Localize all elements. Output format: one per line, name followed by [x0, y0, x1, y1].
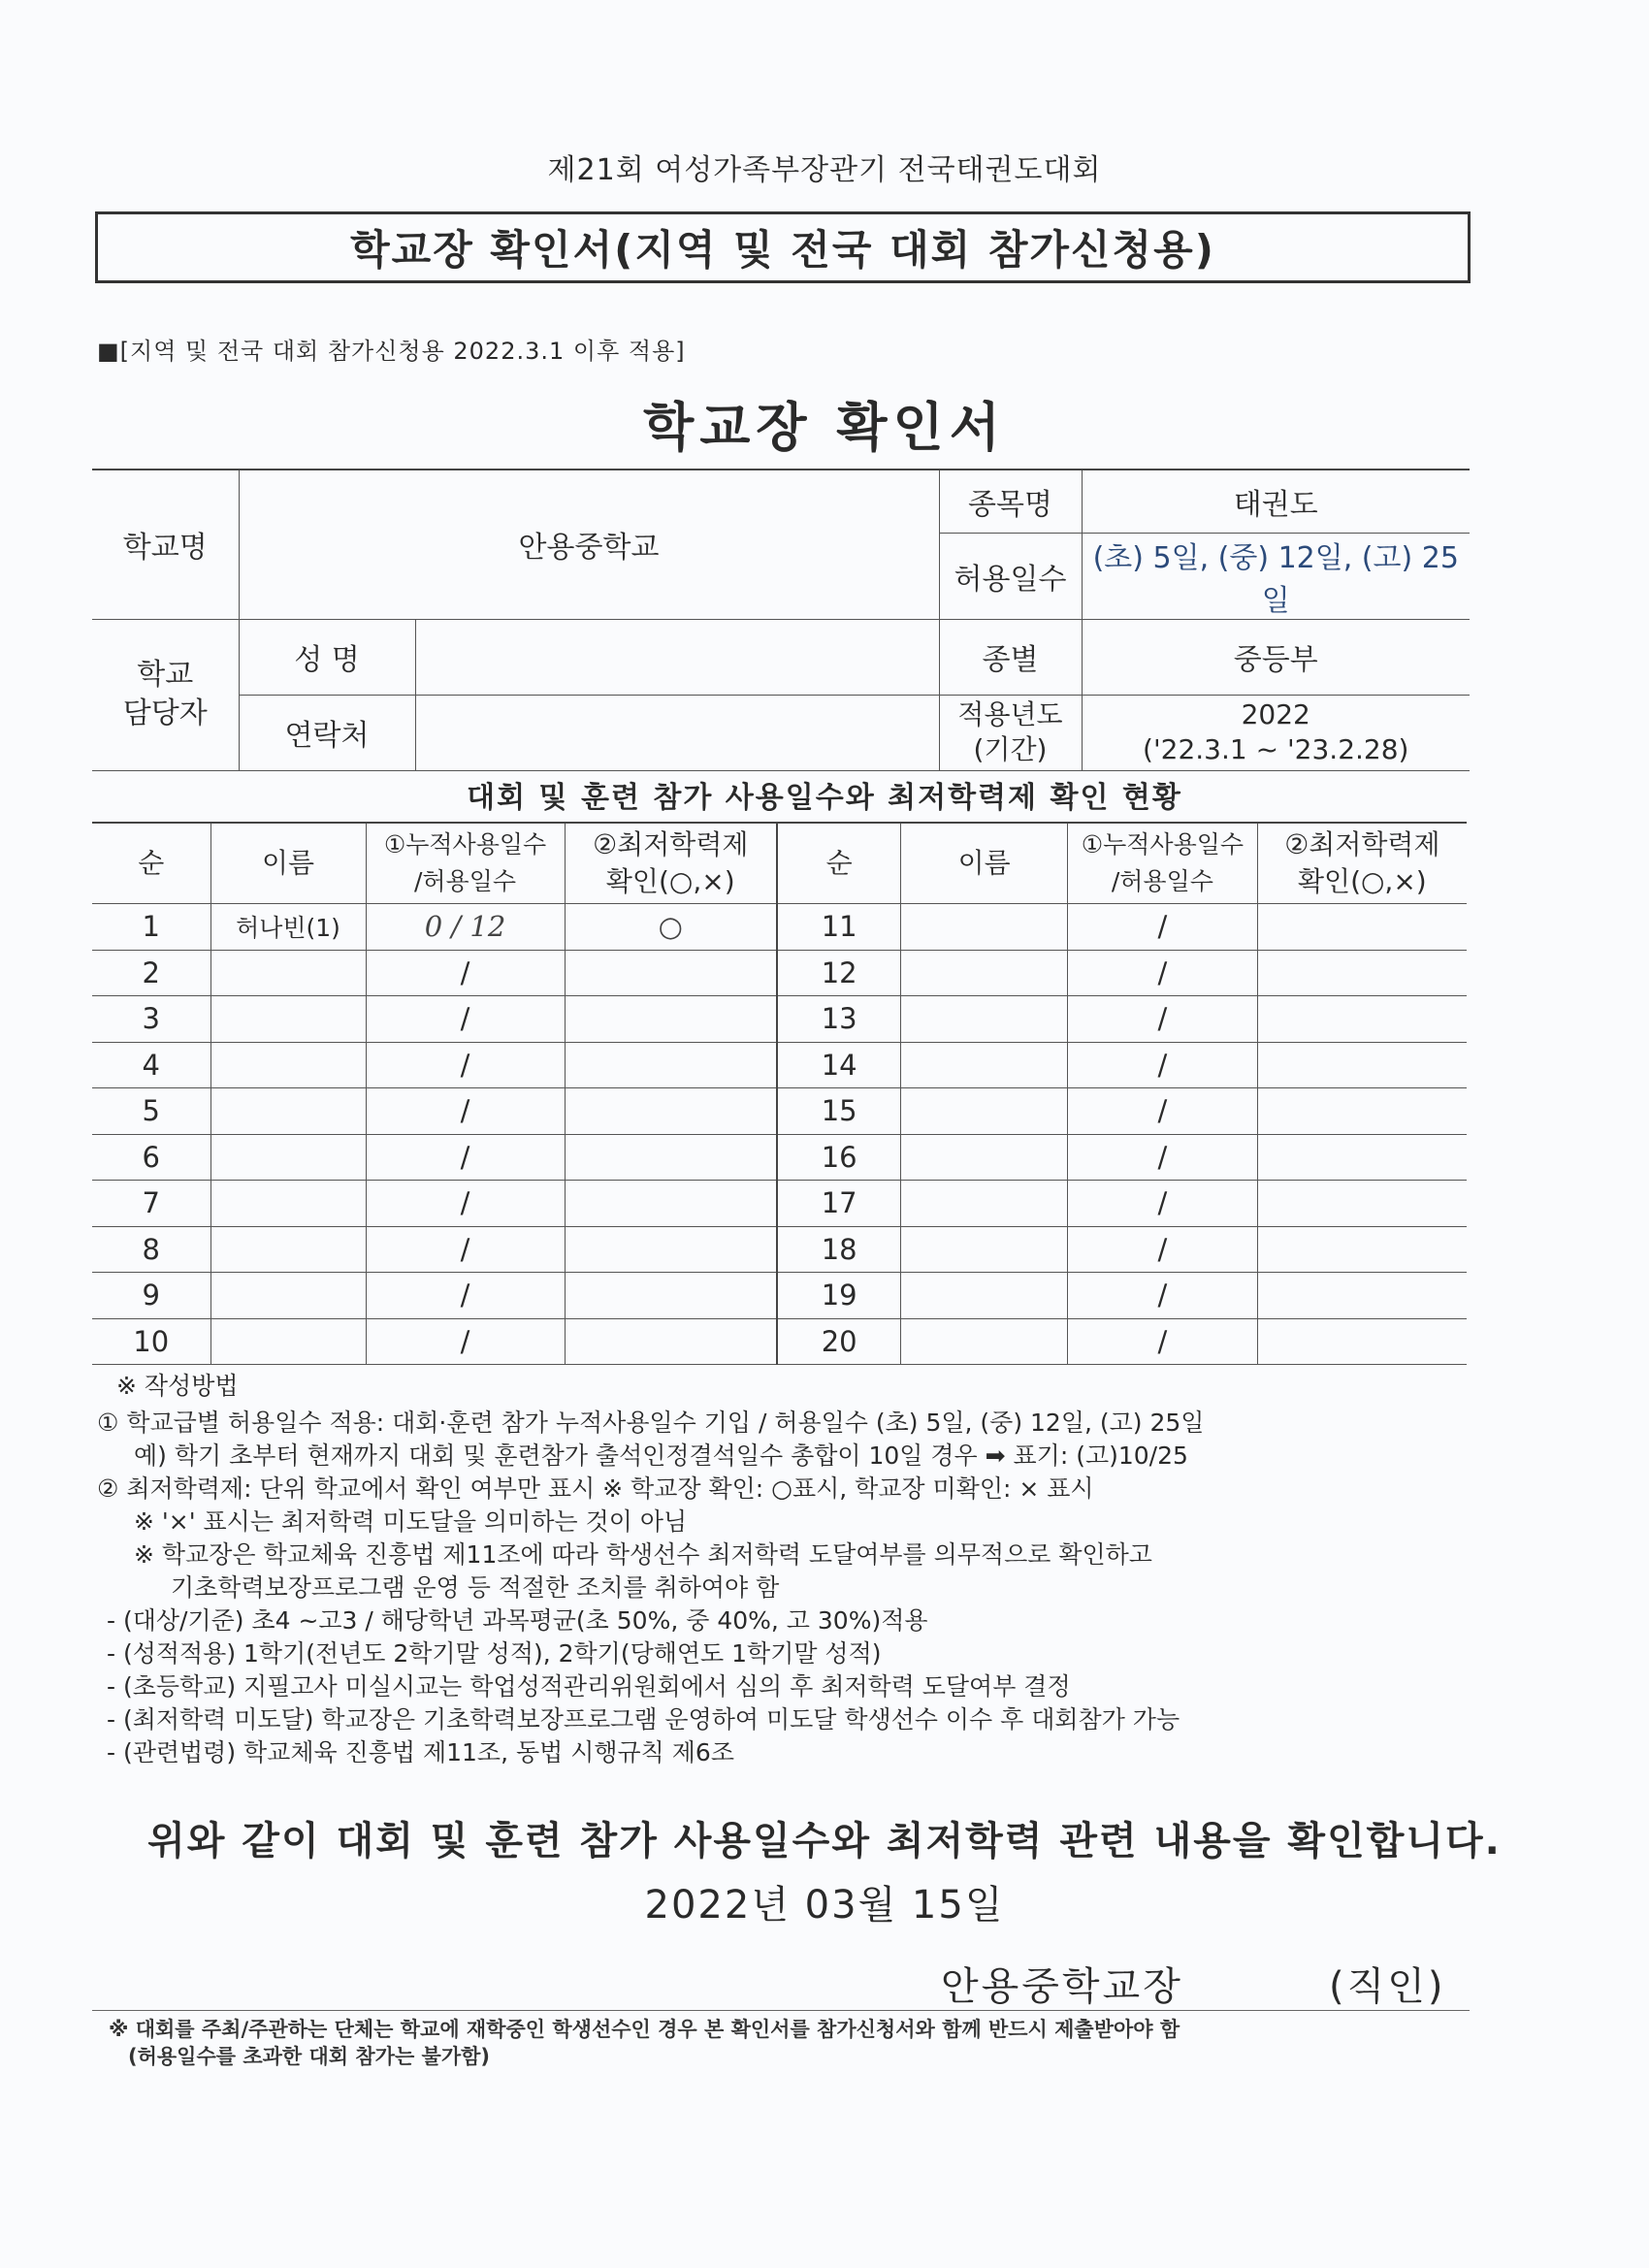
form-box-title: 학교장 확인서(지역 및 전국 대회 참가신청용) [95, 211, 1471, 283]
note-line: ※ '×' 표시는 최저학력 미도달을 의미하는 것이 아님 [134, 1507, 688, 1536]
check-cell[interactable] [565, 1181, 776, 1227]
days-cell[interactable]: / [1068, 1181, 1258, 1227]
competition-title: 제21회 여성가족부장관기 전국태권도대회 [547, 153, 1102, 187]
student-name[interactable] [901, 1318, 1068, 1365]
table-row [777, 904, 1467, 951]
check-cell[interactable] [565, 1273, 776, 1319]
official-seal-label: (직인) [1329, 1964, 1446, 2009]
table-row [777, 1088, 1467, 1135]
table-row [92, 1273, 776, 1319]
student-name[interactable]: 허나빈(1) [210, 904, 366, 951]
check-cell[interactable] [565, 950, 776, 996]
instructions [97, 1370, 1474, 1769]
check-cell[interactable] [1257, 1318, 1467, 1365]
note-line: - (최저학력 미도달) 학교장은 기초학력보장프로그램 운영하여 미도달 학생선수 이수 후 대회참가 가능 [107, 1705, 1180, 1733]
student-name[interactable] [901, 1226, 1068, 1273]
row-number: 6 [92, 1134, 210, 1181]
student-name[interactable] [901, 1088, 1068, 1135]
col-header-days: ①누적사용일수 /허용일수 [1068, 823, 1258, 904]
check-cell[interactable] [565, 1042, 776, 1088]
check-cell[interactable] [1257, 950, 1467, 996]
check-cell[interactable] [1257, 1273, 1467, 1319]
check-cell[interactable] [1257, 1134, 1467, 1181]
days-cell[interactable]: / [1068, 996, 1258, 1043]
note-line: 예) 학기 초부터 현재까지 대회 및 훈련참가 출석인정결석일수 총합이 10일 경우 ➡ 표기: (고)10/25 [134, 1442, 1188, 1470]
participation-table-right [776, 822, 1467, 1365]
student-name[interactable] [210, 950, 366, 996]
note-line: - (대상/기준) 초4 ~고3 / 해당학년 과목평균(초 50%, 중 40%, 고 30%)적용 [107, 1606, 928, 1635]
row-number: 17 [777, 1181, 901, 1227]
days-cell[interactable]: / [366, 1273, 565, 1319]
footer-note [109, 2016, 1180, 2070]
student-name[interactable] [901, 996, 1068, 1043]
principal-name: 안용중학교장 [941, 1964, 1183, 2009]
check-cell[interactable] [565, 1134, 776, 1181]
days-cell[interactable]: / [1068, 1042, 1258, 1088]
note-heading: ※ 작성방법 [116, 1372, 239, 1400]
allowed-days-label: 허용일수 [939, 533, 1082, 619]
days-cell[interactable]: / [1068, 1134, 1258, 1181]
col-header-name: 이름 [901, 823, 1068, 904]
footer-line: (허용일수를 초과한 대회 참가는 불가함) [128, 2045, 491, 2068]
table-row [92, 996, 776, 1043]
col-header-no: 순 [777, 823, 901, 904]
row-number: 18 [777, 1226, 901, 1273]
table-row [777, 1042, 1467, 1088]
check-cell[interactable] [1257, 1088, 1467, 1135]
check-cell[interactable] [1257, 1226, 1467, 1273]
row-number: 12 [777, 950, 901, 996]
days-cell[interactable]: / [366, 1134, 565, 1181]
check-cell[interactable] [565, 1226, 776, 1273]
days-cell[interactable]: / [366, 996, 565, 1043]
student-name[interactable] [901, 1273, 1068, 1319]
table-row [92, 1318, 776, 1365]
confirmation-text: 위와 같이 대회 및 훈련 참가 사용일수와 최저학력 관련 내용을 확인합니다. [147, 1819, 1502, 1863]
row-number: 4 [92, 1042, 210, 1088]
student-name[interactable] [901, 1042, 1068, 1088]
row-number: 5 [92, 1088, 210, 1135]
row-number: 16 [777, 1134, 901, 1181]
days-cell[interactable]: / [1068, 904, 1258, 951]
check-cell[interactable] [565, 996, 776, 1043]
student-name[interactable] [210, 1318, 366, 1365]
student-name[interactable] [210, 1273, 366, 1319]
info-table [92, 469, 1470, 771]
year-label: 적용년도 (기간) [939, 695, 1082, 770]
table-row [777, 950, 1467, 996]
student-name[interactable] [210, 1181, 366, 1227]
student-name[interactable] [901, 1134, 1068, 1181]
row-number: 9 [92, 1273, 210, 1319]
table-row [777, 1226, 1467, 1273]
participation-table-left [92, 822, 776, 1365]
row-number: 3 [92, 996, 210, 1043]
sport-label: 종목명 [939, 470, 1082, 533]
days-cell[interactable]: / [366, 1088, 565, 1135]
col-header-name: 이름 [210, 823, 366, 904]
student-name[interactable] [210, 1226, 366, 1273]
table-row [777, 1273, 1467, 1319]
days-cell[interactable]: 0 / 12 [366, 904, 565, 951]
footer-line: ※ 대회를 주최/주관하는 단체는 학교에 재학중인 학생선수인 경우 본 확인서를 참가신청서와 함께 반드시 제출받아야 함 [109, 2018, 1180, 2041]
days-cell[interactable]: / [1068, 1273, 1258, 1319]
student-name[interactable] [210, 1042, 366, 1088]
check-cell[interactable] [1257, 1181, 1467, 1227]
days-cell[interactable]: / [366, 1318, 565, 1365]
student-name[interactable] [901, 950, 1068, 996]
school-value: 안용중학교 [239, 470, 939, 619]
check-cell[interactable] [565, 1088, 776, 1135]
table-row [92, 1134, 776, 1181]
student-name[interactable] [210, 996, 366, 1043]
divider [92, 2010, 1470, 2011]
table-row [92, 1088, 776, 1135]
check-cell[interactable] [1257, 904, 1467, 951]
row-number: 7 [92, 1181, 210, 1227]
note-line: ※ 학교장은 학교체육 진흥법 제11조에 따라 학생선수 최저학력 도달여부를 의무적으로 확인하고 [134, 1540, 1152, 1569]
note-line: 기초학력보장프로그램 운영 등 적절한 조치를 취하여야 함 [171, 1573, 780, 1602]
row-number: 14 [777, 1042, 901, 1088]
row-number: 11 [777, 904, 901, 951]
manager-contact-label: 연락처 [239, 695, 415, 770]
allowed-days-value: (초) 5일, (중) 12일, (고) 25일 [1082, 533, 1470, 619]
table-row [777, 1134, 1467, 1181]
row-number: 2 [92, 950, 210, 996]
left-rows [92, 904, 776, 1365]
student-name[interactable] [901, 1181, 1068, 1227]
note-line: - (관련법령) 학교체육 진흥법 제11조, 동법 시행규칙 제6조 [107, 1738, 734, 1766]
note-line: ① 학교급별 허용일수 적용: 대회·훈련 참가 누적사용일수 기입 / 허용일수 (초) 5일, (중) 12일, (고) 25일 [97, 1409, 1205, 1437]
days-cell[interactable]: / [366, 1181, 565, 1227]
manager-contact-field[interactable] [415, 695, 939, 770]
section-title: 대회 및 훈련 참가 사용일수와 최저학력제 확인 현황 [467, 781, 1182, 815]
table-row [777, 1181, 1467, 1227]
note-line: ② 최저학력제: 단위 학교에서 확인 여부만 표시 ※ 학교장 확인: ○표시, 학교장 미확인: × 표시 [97, 1474, 1094, 1503]
col-header-check: ②최저학력제 확인(○,×) [565, 823, 776, 904]
manager-name-field[interactable] [415, 619, 939, 695]
row-number: 8 [92, 1226, 210, 1273]
table-row [92, 1181, 776, 1227]
page-title: 학교장 확인서 [643, 397, 1006, 458]
student-name[interactable] [210, 1134, 366, 1181]
table-row [92, 904, 776, 951]
row-number: 13 [777, 996, 901, 1043]
check-cell[interactable] [1257, 1042, 1467, 1088]
days-cell[interactable]: / [1068, 1318, 1258, 1365]
days-cell[interactable]: / [1068, 950, 1258, 996]
right-rows [777, 904, 1467, 1365]
issue-date: 2022년 03월 15일 [644, 1883, 1005, 1928]
school-label: 학교명 [92, 470, 239, 619]
note-line: - (초등학교) 지필고사 미실시교는 학업성적관리위원회에서 심의 후 최저학력 도달여부 결정 [107, 1672, 1071, 1701]
year-value: 2022 ('22.3.1 ~ '23.2.28) [1082, 695, 1470, 770]
days-cell[interactable]: / [366, 1042, 565, 1088]
manager-name-label: 성 명 [239, 619, 415, 695]
col-header-no: 순 [92, 823, 210, 904]
row-number: 20 [777, 1318, 901, 1365]
table-row [92, 1042, 776, 1088]
student-name[interactable] [210, 1088, 366, 1135]
table-row [777, 1318, 1467, 1365]
check-cell[interactable]: ○ [565, 904, 776, 951]
category-value: 중등부 [1082, 619, 1470, 695]
days-cell[interactable]: / [366, 950, 565, 996]
note-line: - (성적적용) 1학기(전년도 2학기말 성적), 2학기(당해연도 1학기말 성적) [107, 1639, 882, 1668]
col-header-days: ①누적사용일수 /허용일수 [366, 823, 565, 904]
table-row [777, 996, 1467, 1043]
days-cell[interactable]: / [366, 1226, 565, 1273]
subnote: ■[지역 및 전국 대회 참가신청용 2022.3.1 이후 적용] [97, 338, 686, 365]
row-number: 10 [92, 1318, 210, 1365]
sport-value: 태권도 [1082, 470, 1470, 533]
student-name[interactable] [901, 904, 1068, 951]
check-cell[interactable] [565, 1318, 776, 1365]
days-cell[interactable]: / [1068, 1088, 1258, 1135]
row-number: 1 [92, 904, 210, 951]
row-number: 19 [777, 1273, 901, 1319]
manager-label: 학교 담당자 [92, 619, 239, 770]
days-cell[interactable]: / [1068, 1226, 1258, 1273]
col-header-check: ②최저학력제 확인(○,×) [1257, 823, 1467, 904]
row-number: 15 [777, 1088, 901, 1135]
check-cell[interactable] [1257, 996, 1467, 1043]
table-row [92, 1226, 776, 1273]
category-label: 종별 [939, 619, 1082, 695]
table-row [92, 950, 776, 996]
